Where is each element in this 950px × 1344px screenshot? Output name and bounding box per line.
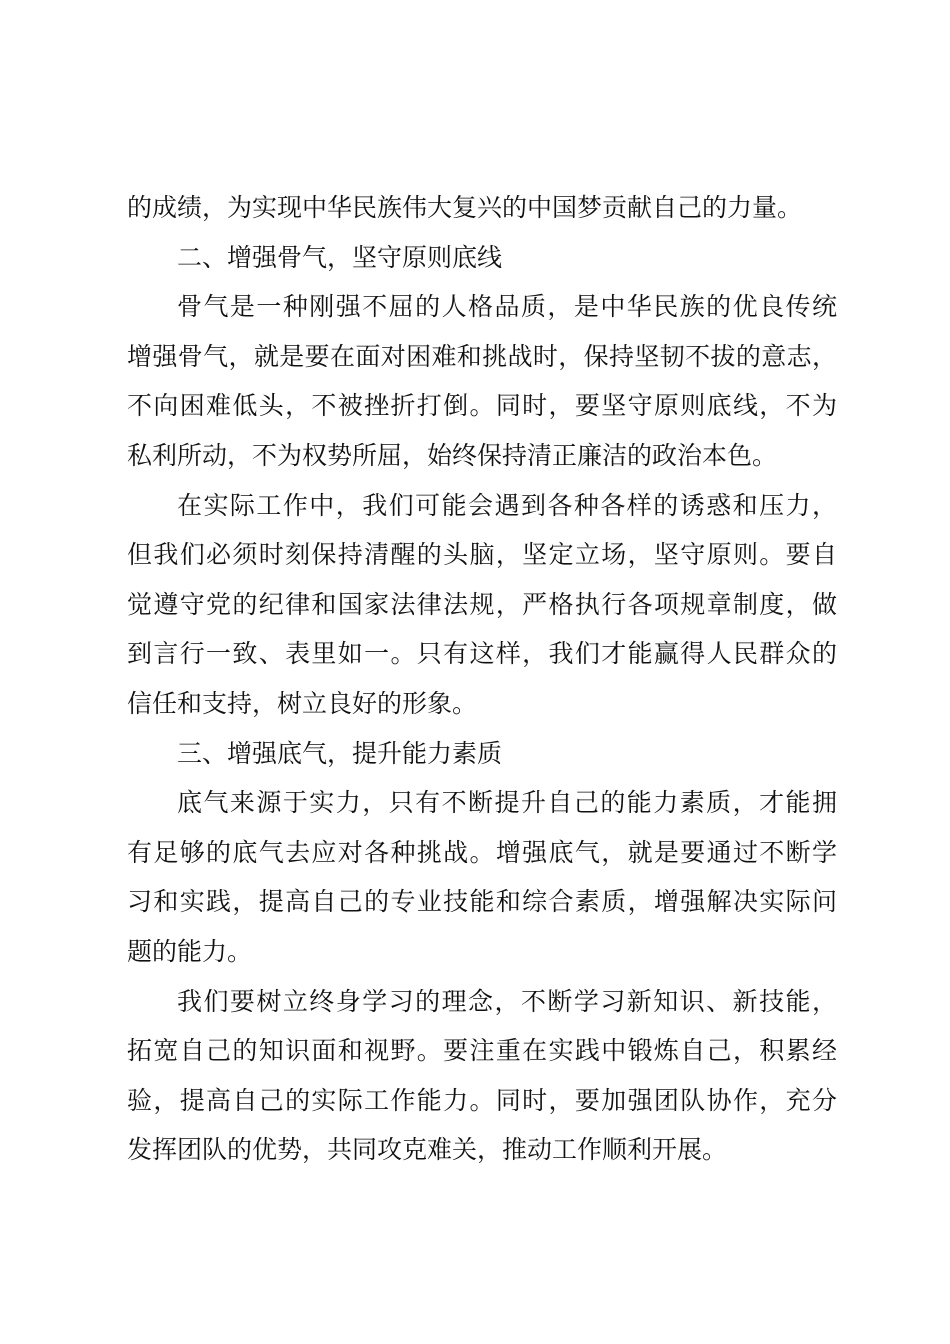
text-line: 在实际工作中，我们可能会遇到各种各样的诱惑和压力， (177, 490, 837, 520)
text-line: 到言行一致、表里如一。只有这样，我们才能赢得人民群众的 (127, 639, 837, 669)
text-line: 题的能力。 (127, 936, 253, 966)
section-heading: 二、增强骨气，坚守原则底线 (177, 242, 503, 272)
document-body (127, 183, 837, 1175)
text-line: 底气来源于实力，只有不断提升自己的能力素质，才能拥 (177, 788, 837, 818)
text-line: 的成绩，为实现中华民族伟大复兴的中国梦贡献自己的力量。 (127, 193, 803, 222)
text-line: 拓宽自己的知识面和视野。要注重在实践中锻炼自己，积累经 (127, 1036, 837, 1066)
text-line: 信任和支持，树立良好的形象。 (127, 688, 478, 718)
text-line: 但我们必须时刻保持清醒的头脑，坚定立场，坚守原则。要自 (127, 540, 837, 570)
section-heading: 三、增强底气，提升能力素质 (177, 738, 503, 768)
text-line: 发挥团队的优势，共同攻克难关，推动工作顺利开展。 (127, 1135, 728, 1165)
text-line: 不向困难低头，不被挫折打倒。同时，要坚守原则底线，不为 (127, 391, 837, 421)
text-line: 觉遵守党的纪律和国家法律法规，严格执行各项规章制度，做 (127, 589, 837, 619)
text-line: 增强骨气，就是要在面对困难和挑战时，保持坚韧不拔的意志， (127, 341, 837, 371)
text-line: 我们要树立终身学习的理念，不断学习新知识、新技能， (177, 986, 837, 1016)
text-line: 验，提高自己的实际工作能力。同时，要加强团队协作，充分 (127, 1085, 837, 1115)
text-line: 习和实践，提高自己的专业技能和综合素质，增强解决实际问 (127, 887, 837, 917)
text-line: 骨气是一种刚强不屈的人格品质，是中华民族的优良传统 (177, 292, 837, 322)
text-line: 私利所动，不为权势所屈，始终保持清正廉洁的政治本色。 (127, 440, 778, 470)
text-line: 有足够的底气去应对各种挑战。增强底气，就是要通过不断学 (127, 837, 837, 867)
